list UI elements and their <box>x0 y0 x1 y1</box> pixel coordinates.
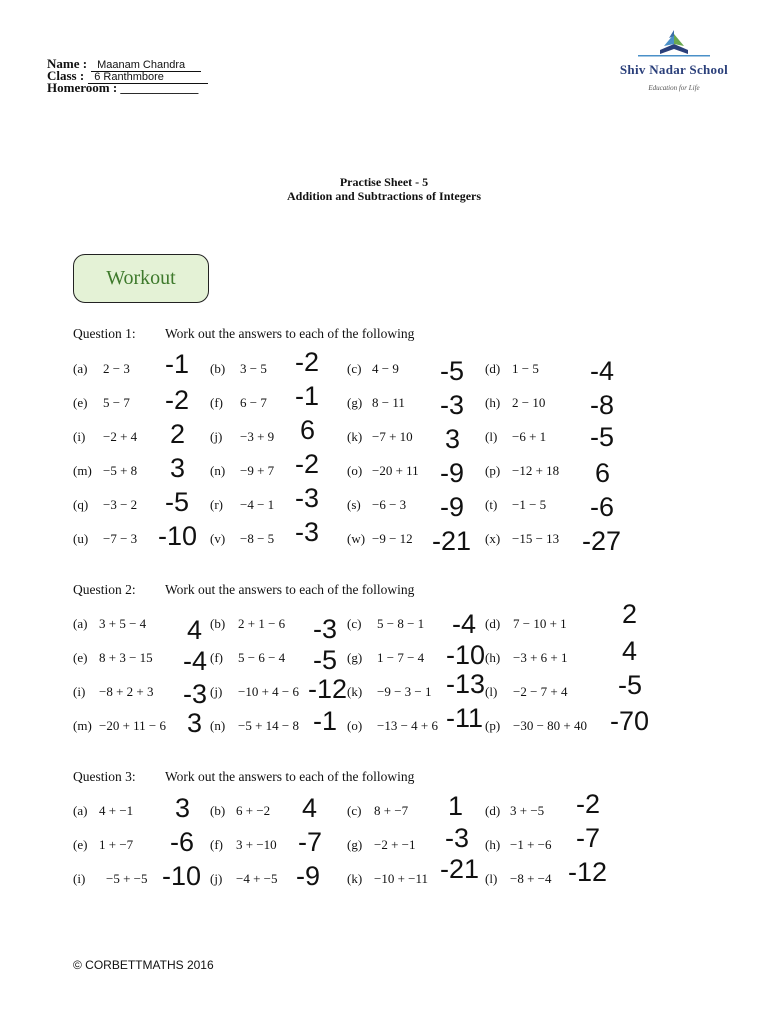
q3-a-expression: 4 + −1 <box>99 803 134 818</box>
q2-n-expression: −5 + 14 − 8 <box>238 718 299 733</box>
q2-d-answer: 2 <box>622 599 638 629</box>
book-icon <box>614 28 734 58</box>
q2-b-expression: 2 + 1 − 6 <box>238 616 286 631</box>
q2-o-answer: -11 <box>446 703 484 733</box>
q2-c-expression: 5 − 8 − 1 <box>377 616 425 631</box>
q1-e-answer: -2 <box>165 385 190 415</box>
q1-k-label: (k) <box>347 429 363 444</box>
q1-a-label: (a) <box>73 361 88 376</box>
q1-g-expression: 8 − 11 <box>372 395 405 410</box>
q2-g-label: (g) <box>347 650 363 665</box>
q1-i-answer: 2 <box>170 419 186 449</box>
q3-g-expression: −2 + −1 <box>374 837 416 852</box>
q3-f-expression: 3 + −10 <box>236 837 277 852</box>
q3-e-expression: 1 + −7 <box>99 837 134 852</box>
q2-n-label: (n) <box>210 718 226 733</box>
q3-i-expression: −5 + −5 <box>106 871 148 886</box>
q2-p-label: (p) <box>485 718 501 733</box>
q1-m-label: (m) <box>73 463 92 478</box>
q3-h-answer: -7 <box>576 823 601 853</box>
q3-j-answer: -9 <box>296 861 321 891</box>
q3-b-answer: 4 <box>302 793 318 823</box>
q3-a-answer: 3 <box>175 793 191 823</box>
q1-v-answer: -3 <box>295 517 320 547</box>
q1-h-expression: 2 − 10 <box>512 395 546 410</box>
q3-j-expression: −4 + −5 <box>236 871 278 886</box>
q1-u-answer: -10 <box>158 521 198 551</box>
q2-k-expression: −9 − 3 − 1 <box>377 684 432 699</box>
q2-a-answer: 4 <box>187 615 203 645</box>
q2-d-expression: 7 − 10 + 1 <box>513 616 567 631</box>
q3-e-label: (e) <box>73 837 88 852</box>
q2-h-label: (h) <box>485 650 501 665</box>
q1-s-expression: −6 − 3 <box>372 497 407 512</box>
q1-b-expression: 3 − 5 <box>240 361 267 376</box>
q2-h-answer: 4 <box>622 636 638 666</box>
q1-w-label: (w) <box>347 531 366 546</box>
q3-d-answer: -2 <box>576 789 601 819</box>
q2-b-label: (b) <box>210 616 226 631</box>
q1-j-expression: −3 + 9 <box>240 429 275 444</box>
q1-f-answer: -1 <box>295 381 320 411</box>
q1-c-label: (c) <box>347 361 362 376</box>
q2-h-expression: −3 + 6 + 1 <box>513 650 568 665</box>
q3-d-expression: 3 + −5 <box>510 803 545 818</box>
q1-k-expression: −7 + 10 <box>372 429 413 444</box>
q3-f-label: (f) <box>210 837 223 852</box>
q2-l-expression: −2 − 7 + 4 <box>513 684 568 699</box>
q2-n-answer: -1 <box>313 706 338 736</box>
q2-p-answer: -70 <box>610 706 650 736</box>
q2-i-answer: -3 <box>183 679 208 709</box>
sheet-subtitle: Addition and Subtractions of Integers <box>286 189 482 203</box>
q2-l-answer: -5 <box>618 670 643 700</box>
q3-l-answer: -12 <box>568 857 608 887</box>
q1-d-answer: -4 <box>590 356 615 386</box>
q1-x-expression: −15 − 13 <box>512 531 560 546</box>
q1-q-label: (q) <box>73 497 89 512</box>
q2-o-label: (o) <box>347 718 363 733</box>
q1-s-label: (s) <box>347 497 361 512</box>
name-label: Name : <box>47 56 88 71</box>
q1-m-answer: 3 <box>170 453 186 483</box>
q3-k-label: (k) <box>347 871 363 886</box>
q2-g-expression: 1 − 7 − 4 <box>377 650 425 665</box>
q2-i-expression: −8 + 2 + 3 <box>99 684 154 699</box>
q2-e-answer: -4 <box>183 646 208 676</box>
q1-o-expression: −20 + 11 <box>372 463 419 478</box>
q3-f-answer: -7 <box>298 827 323 857</box>
q2-f-label: (f) <box>210 650 223 665</box>
q1-i-label: (i) <box>73 429 86 444</box>
q1-h-label: (h) <box>485 395 501 410</box>
q1-f-label: (f) <box>210 395 223 410</box>
q3-h-expression: −1 + −6 <box>510 837 552 852</box>
q1-i-expression: −2 + 4 <box>103 429 138 444</box>
q1-n-label: (n) <box>210 463 226 478</box>
q3-i-answer: -10 <box>162 861 202 891</box>
q2-c-answer: -4 <box>452 609 477 639</box>
school-name: Shiv Nadar School <box>619 62 729 77</box>
q1-w-answer: -21 <box>432 526 472 556</box>
sheet-title: Practise Sheet - 5 <box>339 175 429 189</box>
class-label: Class : <box>47 68 85 83</box>
q1-q-expression: −3 − 2 <box>103 497 138 512</box>
q1-v-label: (v) <box>210 531 226 546</box>
school-tagline: Education for Life <box>648 84 700 92</box>
q2-m-label: (m) <box>73 718 92 733</box>
q1-j-label: (j) <box>210 429 223 444</box>
q1-l-label: (l) <box>485 429 498 444</box>
q2-j-answer: -12 <box>308 674 348 704</box>
name-value: Maanam Chandra <box>91 60 201 72</box>
q2-l-label: (l) <box>485 684 498 699</box>
q2-c-label: (c) <box>347 616 362 631</box>
q1-x-answer: -27 <box>582 526 622 556</box>
q2-d-label: (d) <box>485 616 501 631</box>
q1-t-expression: −1 − 5 <box>512 497 547 512</box>
q1-p-answer: 6 <box>595 458 611 488</box>
student-info <box>47 55 208 95</box>
q1-u-label: (u) <box>73 531 89 546</box>
q3-d-label: (d) <box>485 803 501 818</box>
q1-a-answer: -1 <box>165 349 190 379</box>
q2-f-expression: 5 − 6 − 4 <box>238 650 286 665</box>
q1-s-answer: -9 <box>440 492 465 522</box>
q1-b-answer: -2 <box>295 347 320 377</box>
q3-k-expression: −10 + −11 <box>374 871 429 886</box>
q3-c-label: (c) <box>347 803 362 818</box>
q2-b-answer: -3 <box>313 614 338 644</box>
q1-m-expression: −5 + 8 <box>103 463 138 478</box>
q2-f-answer: -5 <box>313 645 338 675</box>
q3-k-answer: -21 <box>440 854 480 884</box>
q1-a-expression: 2 − 3 <box>103 361 130 376</box>
q2-a-label: (a) <box>73 616 88 631</box>
school-logo <box>614 28 734 98</box>
q3-e-answer: -6 <box>170 827 195 857</box>
q1-l-answer: -5 <box>590 422 615 452</box>
q2-a-expression: 3 + 5 − 4 <box>99 616 147 631</box>
q1-e-label: (e) <box>73 395 88 410</box>
q3-instruction: Work out the answers to each of the following <box>165 769 415 784</box>
q1-g-label: (g) <box>347 395 363 410</box>
q1-h-answer: -8 <box>590 390 615 420</box>
q3-b-expression: 6 + −2 <box>236 803 271 818</box>
q1-r-label: (r) <box>210 497 223 512</box>
q3-heading: Question 3: <box>73 769 136 784</box>
q2-e-expression: 8 + 3 − 15 <box>99 650 153 665</box>
q1-v-expression: −8 − 5 <box>240 531 275 546</box>
q3-h-label: (h) <box>485 837 501 852</box>
q2-heading: Question 2: <box>73 582 136 597</box>
q1-d-label: (d) <box>485 361 501 376</box>
q2-g-answer: -10 <box>446 640 486 670</box>
q1-n-answer: -2 <box>295 449 320 479</box>
q2-k-label: (k) <box>347 684 363 699</box>
q2-e-label: (e) <box>73 650 88 665</box>
q1-instruction: Work out the answers to each of the following <box>165 326 415 341</box>
q1-o-answer: -9 <box>440 458 465 488</box>
q1-heading: Question 1: <box>73 326 136 341</box>
q1-g-answer: -3 <box>440 390 465 420</box>
q3-a-label: (a) <box>73 803 88 818</box>
q1-w-expression: −9 − 12 <box>372 531 413 546</box>
homeroom-label: Homeroom : ____________ <box>47 80 199 95</box>
q2-p-expression: −30 − 80 + 40 <box>513 718 587 733</box>
workout-badge <box>73 254 209 303</box>
q1-l-expression: −6 + 1 <box>512 429 547 444</box>
q1-e-expression: 5 − 7 <box>103 395 130 410</box>
q1-b-label: (b) <box>210 361 226 376</box>
q3-l-label: (l) <box>485 871 498 886</box>
q3-l-expression: −8 + −4 <box>510 871 552 886</box>
q1-j-answer: 6 <box>300 415 316 445</box>
q3-g-label: (g) <box>347 837 363 852</box>
q2-j-label: (j) <box>210 684 223 699</box>
q1-n-expression: −9 + 7 <box>240 463 275 478</box>
q1-r-answer: -3 <box>295 483 320 513</box>
q2-k-answer: -13 <box>446 669 486 699</box>
q3-c-answer: 1 <box>448 791 464 821</box>
q2-m-expression: −20 + 11 − 6 <box>99 718 167 733</box>
q1-r-expression: −4 − 1 <box>240 497 275 512</box>
q2-m-answer: 3 <box>187 708 203 738</box>
q2-o-expression: −13 − 4 + 6 <box>377 718 438 733</box>
q2-i-label: (i) <box>73 684 86 699</box>
q3-b-label: (b) <box>210 803 226 818</box>
q1-f-expression: 6 − 7 <box>240 395 267 410</box>
q1-t-answer: -6 <box>590 492 615 522</box>
q1-t-label: (t) <box>485 497 498 512</box>
q1-x-label: (x) <box>485 531 501 546</box>
q1-u-expression: −7 − 3 <box>103 531 138 546</box>
q1-q-answer: -5 <box>165 487 190 517</box>
q1-o-label: (o) <box>347 463 363 478</box>
workout-label: Workout <box>106 267 176 289</box>
q1-c-expression: 4 − 9 <box>372 361 399 376</box>
q1-k-answer: 3 <box>445 424 461 454</box>
copyright-footer: © CORBETTMATHS 2016 <box>73 958 214 972</box>
q1-c-answer: -5 <box>440 356 465 386</box>
q1-d-expression: 1 − 5 <box>512 361 539 376</box>
q2-j-expression: −10 + 4 − 6 <box>238 684 299 699</box>
q3-j-label: (j) <box>210 871 223 886</box>
q3-c-expression: 8 + −7 <box>374 803 409 818</box>
q2-instruction: Work out the answers to each of the following <box>165 582 415 597</box>
q1-p-expression: −12 + 18 <box>512 463 560 478</box>
q1-p-label: (p) <box>485 463 501 478</box>
q3-i-label: (i) <box>73 871 86 886</box>
q3-g-answer: -3 <box>445 823 470 853</box>
class-value: 6 Ranthmbore <box>88 72 208 84</box>
